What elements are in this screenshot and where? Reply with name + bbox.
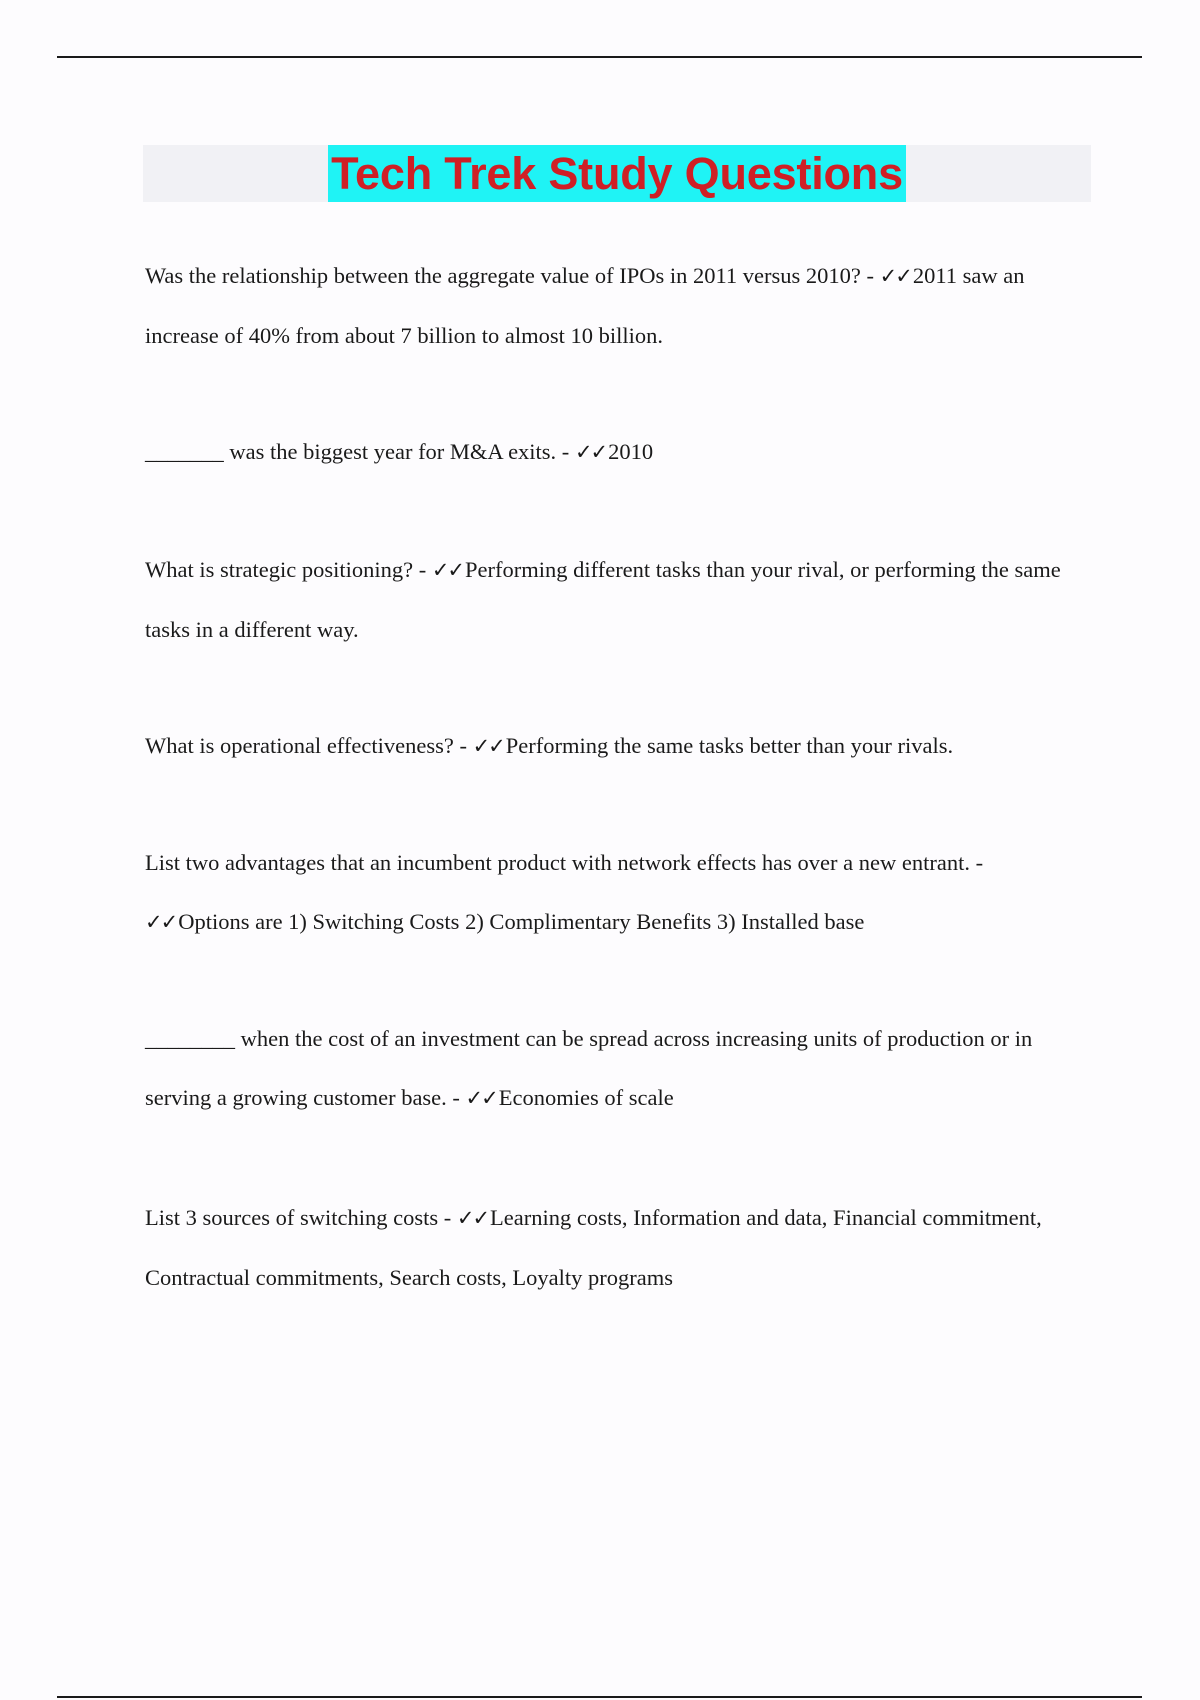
double-check-icon: ✓✓: [431, 558, 464, 582]
page-title: Tech Trek Study Questions: [328, 145, 906, 202]
answer-text: Economies of scale: [498, 1085, 674, 1110]
qa-item: [145, 716, 1090, 776]
double-check-icon: ✓✓: [879, 264, 911, 288]
double-check-icon: ✓✓: [465, 1086, 497, 1110]
question-text: Was the relationship between the aggregate value of IPOs in 2011 versus 2010? -: [145, 263, 875, 288]
answer-text: Options are 1) Switching Costs 2) Complimentary Benefits 3) Installed base: [178, 909, 865, 934]
qa-item: [145, 1009, 1090, 1128]
qa-item: [145, 540, 1090, 659]
question-text: _______ was the biggest year for M&A exits. -: [145, 439, 570, 464]
answer-text: Learning costs, Information and data, Financial commitment, Contractual commitments, Search costs, Loyalty programs: [145, 1205, 1042, 1290]
answer-text: Performing the same tasks better than your rivals.: [505, 733, 954, 758]
qa-item: [145, 833, 1090, 952]
question-text: ________ when the cost of an investment can be spread across increasing units of production or in serving a growing customer base. -: [145, 1026, 1033, 1110]
question-text: List two advantages that an incumbent product with network effects has over a new entrant. -: [145, 850, 984, 875]
double-check-icon: ✓✓: [145, 910, 177, 934]
title-band: [143, 145, 1091, 202]
qa-item: [145, 246, 1090, 365]
question-text: What is strategic positioning? -: [145, 557, 427, 582]
double-check-icon: ✓✓: [456, 1206, 489, 1230]
question-text: List 3 sources of switching costs -: [145, 1205, 452, 1230]
top-rule: [57, 56, 1142, 58]
double-check-icon: ✓✓: [472, 734, 504, 758]
answer-text: 2010: [608, 439, 654, 464]
double-check-icon: ✓✓: [574, 440, 607, 464]
qa-item: [145, 1188, 1090, 1307]
answer-text: 2011 saw an increase of 40% from about 7 billion to almost 10 billion.: [145, 263, 1025, 348]
question-text: What is operational effectiveness? -: [145, 733, 467, 758]
answer-text: Performing different tasks than your rival, or performing the same tasks in a different way.: [145, 557, 1061, 642]
qa-item: [145, 422, 1090, 482]
bottom-rule: [57, 1696, 1142, 1698]
